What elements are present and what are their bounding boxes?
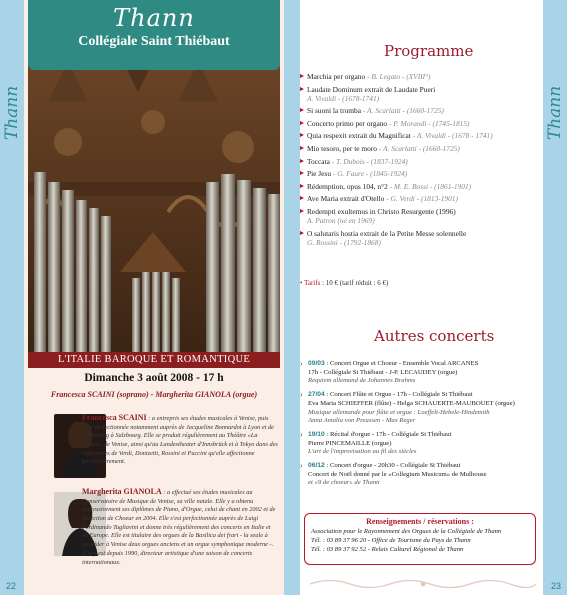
event-line: : Récital d'orgue - 17h - Collégiale St Thiébaut	[324, 430, 452, 438]
tarifs-line: • Tarifs : 10 € (tarif réduit : 6 €)	[300, 279, 389, 287]
programme-composer: - A. Scarlatti - (1660-1725)	[377, 143, 460, 153]
tarifs-label: Tarifs	[304, 279, 321, 287]
chevron-right-icon: ›	[300, 461, 303, 471]
programme-item	[300, 85, 538, 104]
concert-event	[300, 360, 540, 386]
tarifs-text: : 10 € (tarif réduit : 6 €)	[320, 279, 389, 287]
event-line: Anna Amalia von Preussen - Max Reger	[308, 417, 416, 425]
programme-item	[300, 106, 538, 115]
chevron-right-icon: ›	[300, 390, 303, 400]
programme-title: Mio tesoro, per te moro	[307, 143, 377, 153]
programme-item	[300, 194, 538, 203]
programme-composer: - B. Legato - (XVIII°)	[365, 72, 431, 81]
town-title: Thann	[113, 4, 195, 32]
programme-item	[300, 207, 538, 226]
programme-title: Ave Maria extrait d'Otello	[307, 194, 385, 204]
event-line: Concert de Noël donné par le «Collegium Musicum» de Mulhouse	[308, 470, 487, 478]
center-gutter	[284, 0, 300, 595]
event-line: Requiem allemand de Johannes Brahms	[308, 377, 416, 385]
concert-date: Dimanche 3 août 2008 - 17 h	[84, 372, 224, 384]
other-concerts-list	[300, 360, 540, 493]
programme-composer: - T. Dubois - (1837-1924)	[329, 156, 408, 166]
programme-item	[300, 157, 538, 166]
right-side-strip	[543, 0, 567, 595]
event-line: 17h - Collégiale St Thiébaut - J-P. LECAUDEY (orgue)	[308, 368, 458, 376]
programme-item	[300, 169, 538, 178]
programme-item	[300, 119, 538, 128]
reservations-line: Association pour le Rayonnement des Orgues de la Collégiale de Thann	[311, 528, 502, 535]
programme-title: Rédemption, opus 104, n°2	[307, 181, 388, 191]
programme-composer: A. Vivaldi - (1678-1741)	[307, 93, 380, 103]
programme-item	[300, 144, 538, 153]
programme-composer: - P. Morandi - (1745-1815)	[387, 118, 470, 128]
programme-title: Marchia per organo	[307, 72, 366, 81]
title-banner	[28, 0, 280, 70]
left-side-label: Thann	[2, 85, 23, 141]
event-line: : Concert d'orgue - 20h30 - Collégiale St Thiébaut	[324, 462, 461, 470]
programme-item	[300, 72, 538, 81]
church-subtitle: Collégiale Saint Thiébaut	[78, 34, 230, 49]
programme-composer: - A. Scarlatti - (1660-1725)	[361, 106, 444, 116]
programme-composer: - G. Faure - (1845-1924)	[331, 169, 408, 179]
programme-title: Pie Jesu	[307, 169, 332, 179]
event-line: Eva Maria SCHIEFFER (flûte) - Helga SCHAUERTE-MAUBOUET (orgue)	[308, 399, 515, 407]
programme-composer: - A. Vivaldi - (1678 - 1741)	[410, 131, 493, 141]
reservations-box	[304, 513, 536, 565]
programme-title: Redempti exultemus in Christo Resurgente (1996)	[307, 206, 456, 216]
event-date: 06/12	[308, 462, 325, 470]
programme-title: Laudate Dominum extrait de Laudate Pueri	[307, 84, 436, 94]
programme-title: Concerto primo per organo	[307, 118, 388, 128]
programme-title: Quia respexit extrait du Magnificat	[307, 131, 411, 141]
event-date: 27/04	[308, 391, 325, 399]
programme-composer: - M. E. Bossi - (1861-1901)	[387, 181, 472, 191]
page-number-right: 23	[550, 581, 561, 591]
event-line: et «9 de choeur» de Thann	[308, 479, 380, 487]
programme-title: Si suoni la tromba	[307, 106, 361, 116]
organist-bio: Margherita GIANOLA : a effectué ses études musicales au Conservatoire de Musique de Venise, sa ville natale. Elle y a obtenu successivement ses diplômes de Piano, d'Orgue, celui de chant en 2002 et de Direction de Choeur en 2004. Elle s'est perfectionnée auprès de Luigi Ferdinando Tagliavini et donne très régulièrement des concerts en Italie et en Europe. Elle est titulaire des orgues de la Basilica dei frari - la seule à posséder à Venise deux orgues anciens et un orgue symphonique moderne -. Elle y est depuis 1990, directeur artistique d'une saison de concerts internationaux.	[82, 487, 276, 566]
concert-event	[300, 431, 540, 457]
performers-line: Francesca SCAINI (soprano) - Margherita GIANOLA (orgue)	[50, 390, 258, 399]
event-date: 09/03	[308, 360, 325, 367]
reservations-line: Tél. : 03 89 37 96 20 - Office de Tourisme du Pays de Thann	[311, 536, 471, 544]
soprano-bio: Francesca SCAINI : a entrepris ses études musicales à Venise, puis s'est perfectionnée notamment auprès de Jacqueline Bonnardot à Lyon et de J. Walissig à Salzbourg. Elle se produit régulièrement au Théâtre «La Fenice» de Venise, ainsi qu'au Landestheater d'Innsbrück et à Tokyo dans des répertoires de Verdi, Donizetti, Rossini et Puccini qu'elle affectionne particulièrement.	[82, 413, 278, 466]
concert-event	[300, 391, 540, 426]
programme-list	[300, 72, 538, 250]
page-number-left: 22	[6, 581, 17, 591]
chevron-right-icon: ›	[300, 429, 303, 439]
organ-photo	[28, 62, 280, 352]
programme-item	[300, 182, 538, 191]
programme-title: Toccata	[307, 156, 330, 166]
programme-item	[300, 131, 538, 140]
programme-composer: G. Rossini - (1792-1868)	[307, 237, 381, 247]
reservations-line: Tél. : 03 89 37 92 52 - Relais Culturel Régional de Thann	[311, 545, 464, 553]
event-line: : Concert Flûte et Orgue - 17h - Collégiale St Thiébaut	[324, 391, 473, 399]
event-line: Musique allemande pour flûte et orgue : Loeffelt-Hebele-Hindemith	[308, 408, 490, 416]
left-side-strip	[0, 0, 24, 595]
decorative-flourish	[310, 577, 536, 591]
event-line: L'art de l'improvisation au fil des siècles	[308, 448, 417, 456]
programme-title: O salutaris hostia extrait de la Petite Messe solennelle	[307, 228, 467, 238]
right-page	[300, 0, 543, 595]
event-date: 19/10	[308, 430, 325, 438]
programme-heading: Programme	[384, 42, 474, 60]
concert-event	[300, 462, 540, 488]
organ-illustration	[28, 62, 280, 352]
right-side-label: Thann	[545, 85, 566, 141]
reservations-title: Renseignements / réservations :	[366, 517, 474, 526]
left-page	[24, 0, 284, 595]
event-line: Pierre PINCEMAILLE (orgue)	[308, 439, 392, 447]
concert-theme-bar: L'ITALIE BAROQUE ET ROMANTIQUE	[28, 352, 280, 368]
programme-item	[300, 229, 538, 248]
chevron-right-icon: ›	[300, 359, 303, 368]
programme-composer: - G. Verdi - (1813-1901)	[384, 194, 458, 204]
other-concerts-heading: Autres concerts	[374, 327, 495, 345]
event-line: : Concert Orgue et Choeur - Ensemble Vocal ARCANES	[324, 360, 479, 367]
programme-composer: A. Patron (né en 1969)	[307, 215, 375, 225]
